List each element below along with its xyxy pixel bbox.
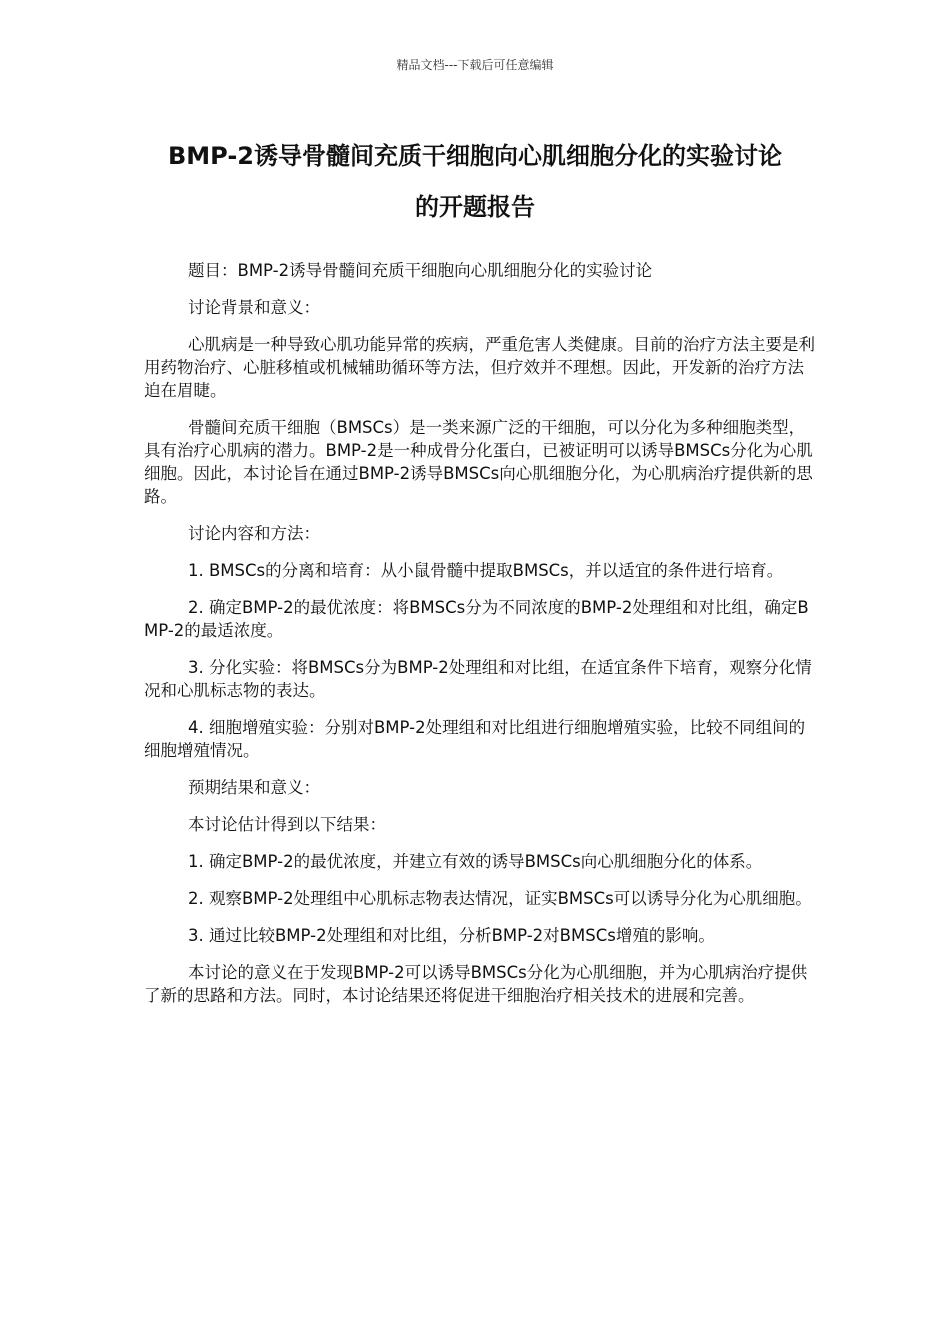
paragraph-background-1: 心肌病是一种导致心肌功能异常的疾病，严重危害人类健康。目前的治疗方法主要是利用药物治疗、心脏移植或机械辅助循环等方法，但疗效并不理想。因此，开发新的治疗方法迫在眉睫。	[144, 335, 815, 400]
result-item-2: 2. 观察BMP-2处理组中心肌标志物表达情况，证实BMSCs可以诱导分化为心肌细胞。	[188, 889, 812, 908]
document-title-line-2: 的开题报告	[415, 193, 535, 221]
heading-background: 讨论背景和意义：	[188, 298, 320, 317]
paragraph-background-2: 骨髓间充质干细胞（BMSCs）是一类来源广泛的干细胞，可以分化为多种细胞类型，具有治疗心肌病的潜力。BMP-2是一种成骨分化蛋白，已被证明可以诱导BMSCs分化为心肌细胞。因此，本讨论旨在通过BMP-2诱导BMSCs向心肌细胞分化，为心肌病治疗提供新的思路。	[144, 418, 813, 506]
method-item-4: 4. 细胞增殖实验：分别对BMP-2处理组和对比组进行细胞增殖实验，比较不同组间的细胞增殖情况。	[144, 718, 806, 760]
page-header: 精品文档---下载后可任意编辑	[396, 58, 554, 72]
result-item-3: 3. 通过比较BMP-2处理组和对比组，分析BMP-2对BMSCs增殖的影响。	[188, 926, 715, 945]
heading-expected-results: 预期结果和意义：	[188, 778, 320, 797]
document-title	[140, 131, 810, 233]
paragraph-significance: 本讨论的意义在于发现BMP-2可以诱导BMSCs分化为心肌细胞，并为心肌病治疗提供了新的思路和方法。同时，本讨论结果还将促进干细胞治疗相关技术的进展和完善。	[144, 963, 808, 1005]
method-item-3: 3. 分化实验：将BMSCs分为BMP-2处理组和对比组，在适宜条件下培育，观察分化情况和心肌标志物的表达。	[144, 658, 812, 700]
document-body	[144, 259, 820, 1021]
heading-methods: 讨论内容和方法：	[188, 524, 320, 543]
paragraph-topic: 题目：BMP-2诱导骨髓间充质干细胞向心肌细胞分化的实验讨论	[188, 261, 653, 280]
result-item-1: 1. 确定BMP-2的最优浓度，并建立有效的诱导BMSCs向心肌细胞分化的体系。	[188, 852, 763, 871]
paragraph-results-intro: 本讨论估计得到以下结果：	[188, 815, 386, 834]
method-item-1: 1. BMSCs的分离和培育：从小鼠骨髓中提取BMSCs，并以适宜的条件进行培育。	[188, 561, 784, 580]
method-item-2: 2. 确定BMP-2的最优浓度：将BMSCs分为不同浓度的BMP-2处理组和对比组，确定BMP-2的最适浓度。	[144, 598, 809, 640]
document-title-line-1: BMP-2诱导骨髓间充质干细胞向心肌细胞分化的实验讨论	[167, 142, 782, 170]
